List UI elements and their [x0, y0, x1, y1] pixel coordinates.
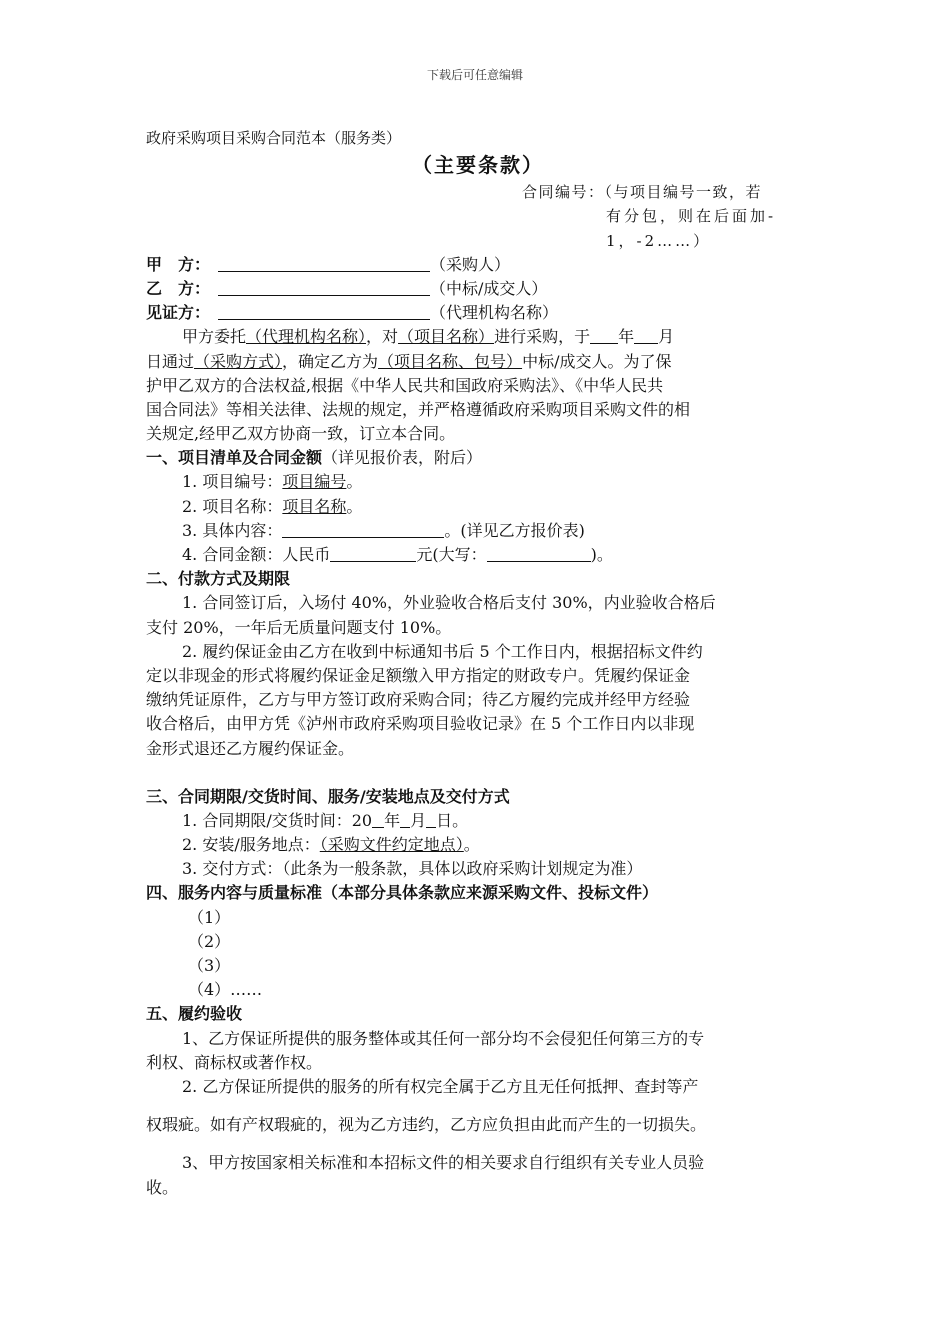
witness-note: （代理机构名称） [430, 303, 559, 323]
s1-item-4 [146, 543, 810, 567]
s5-p2-line-2: 权瑕疵。如有产权瑕疵的，视为乙方违约，乙方应负担由此而产生的一切损失。 [146, 1115, 707, 1135]
agency-name-field: （代理机构名称） [246, 327, 367, 347]
s1-item-2 [146, 495, 810, 519]
s2-p2-line-1: 2. 履约保证金由乙方在收到中标通知书后 5 个工作日内，根据招标文件约 [182, 641, 703, 661]
section-1-title: 一、项目清单及合同金额 [146, 448, 323, 468]
amount-blank [330, 545, 416, 562]
year-blank [372, 811, 384, 828]
witness-blank [218, 303, 430, 320]
item-text: 日。 [436, 810, 469, 830]
page-header-note: 下载后可任意编辑 [426, 68, 523, 82]
s5-p1-line-1: 1、乙方保证所提供的服务整体或其任何一部分均不会侵犯任何第三方的专 [182, 1028, 705, 1048]
project-name-field: （项目名称） [398, 327, 495, 347]
item-label: 1. 合同期限/交货时间：20 [182, 810, 373, 830]
spacer [146, 1137, 810, 1151]
item-text: 年 [384, 810, 401, 830]
item-mid: 元(大写： [416, 545, 487, 564]
item-label: 1. 项目编号： [182, 472, 283, 492]
witness-row [146, 301, 810, 325]
party-b-row [146, 277, 810, 301]
item-label: 2. 项目名称： [182, 496, 283, 516]
section-2-title: 二、付款方式及期限 [146, 569, 291, 589]
year-blank [590, 327, 618, 344]
contract-number-line-1: 合同编号：（与项目编号一致，若 [522, 183, 763, 202]
item-end: 。(详见乙方报价表) [444, 520, 585, 540]
s4-item-4: （4）…… [188, 980, 263, 1000]
amount-words-blank [487, 545, 591, 562]
main-terms-subtitle: （主要条款） [412, 153, 544, 178]
project-package-field: （项目名称、包号） [378, 351, 523, 371]
service-location-field: （采购文件约定地点） [319, 835, 464, 855]
content-blank [282, 521, 444, 538]
intro-text: 中标/成交人。为了保 [522, 351, 672, 371]
intro-text: 日通过 [146, 351, 195, 371]
intro-line-2 [146, 350, 810, 374]
party-a-row [146, 253, 810, 277]
item-end: )。 [590, 545, 613, 564]
witness-label: 见证方： [146, 303, 211, 323]
intro-text: ，确定乙方为 [282, 351, 379, 371]
project-number-field: 项目编号 [282, 472, 347, 492]
contract-number-line-2: 有分包，则在后面加- [606, 207, 777, 226]
s2-p1-line-1: 1. 合同签订后，入场付 40%，外业验收合格后支付 30%，内业验收合格后 [182, 593, 716, 613]
item-label: 2. 安装/服务地点： [182, 835, 320, 855]
spacer [146, 1099, 810, 1113]
item-end: 。 [346, 472, 363, 492]
item-end: 。 [463, 835, 480, 855]
intro-text: 月 [658, 327, 675, 347]
s2-p2-line-5: 金形式退还乙方履约保证金。 [146, 738, 355, 758]
intro-line-1 [146, 325, 810, 349]
section-3-title: 三、合同期限/交货时间、服务/安装地点及交付方式 [146, 786, 510, 806]
section-4-title: 四、服务内容与质量标准（本部分具体条款应来源采购文件、投标文件） [146, 883, 659, 903]
party-a-note: （采购人） [430, 254, 511, 274]
intro-line-4: 国合同法》等相关法律、法规的规定，并严格遵循政府采购项目采购文件的相 [146, 399, 691, 419]
item-end: 。 [346, 496, 363, 516]
s3-item-2 [146, 833, 810, 857]
intro-line-3: 护甲乙双方的合法权益,根据《中华人民共和国政府采购法》、《中华人民共 [146, 375, 664, 395]
s5-p1-line-2: 利权、商标权或著作权。 [146, 1052, 323, 1072]
intro-text: 年 [618, 327, 635, 347]
party-b-note: （中标/成交人） [430, 278, 548, 298]
s1-item-1 [146, 470, 810, 494]
procurement-method-field: （采购方式） [194, 351, 283, 371]
party-b-blank [218, 279, 430, 296]
s4-item-1: （1） [188, 907, 231, 927]
month-blank [400, 811, 410, 828]
s2-p2-line-2: 定以非现金的形式将履约保证金足额缴入甲方指定的财政专户。凭履约保证金 [146, 665, 691, 685]
s3-item-1 [146, 809, 810, 833]
project-title-field: 项目名称 [282, 496, 347, 516]
s5-p3-line-2: 收。 [146, 1177, 179, 1197]
s5-p2-line-1: 2. 乙方保证所提供的服务的所有权完全属于乙方且无任何抵押、查封等产 [182, 1076, 699, 1096]
document-body [146, 126, 810, 1200]
item-text: 月 [410, 810, 427, 830]
spacer [146, 761, 810, 785]
month-blank [634, 327, 658, 344]
section-1-note: （详见报价表，附后） [322, 448, 483, 468]
item-label: 4. 合同金额：人民币 [182, 545, 331, 564]
s5-p3-line-1: 3、甲方按国家相关标准和本招标文件的相关要求自行组织有关专业人员验 [182, 1153, 705, 1173]
s4-item-3: （3） [188, 956, 231, 975]
s4-item-2: （2） [188, 931, 231, 951]
intro-line-5: 关规定,经甲乙双方协商一致，订立本合同。 [146, 424, 456, 444]
s2-p2-line-4: 收合格后，由甲方凭《泸州市政府采购项目验收记录》在 5 个工作日内以非现 [146, 714, 695, 734]
intro-text: 甲方委托 [182, 327, 247, 347]
s2-p2-line-3: 缴纳凭证原件，乙方与甲方签订政府采购合同；待乙方履约完成并经甲方经验 [146, 690, 691, 710]
party-b-label: 乙 方： [146, 278, 211, 298]
item-label: 3. 具体内容： [182, 520, 283, 540]
document-title: 政府采购项目采购合同范本（服务类） [146, 129, 402, 147]
contract-number-line-3: 1，-2……） [606, 231, 712, 250]
section-5-title: 五、履约验收 [146, 1004, 243, 1024]
intro-text: 进行采购，于 [494, 327, 591, 347]
day-blank [426, 811, 436, 828]
intro-text: ，对 [366, 327, 399, 347]
s3-item-3: 3. 交付方式：（此条为一般条款，具体以政府采购计划规定为准） [182, 859, 643, 879]
s1-item-3 [146, 519, 810, 543]
s2-p1-line-2: 支付 20%，一年后无质量问题支付 10%。 [146, 617, 452, 637]
party-a-blank [218, 255, 430, 272]
section-1-heading [146, 446, 810, 470]
party-a-label: 甲 方： [146, 254, 211, 274]
